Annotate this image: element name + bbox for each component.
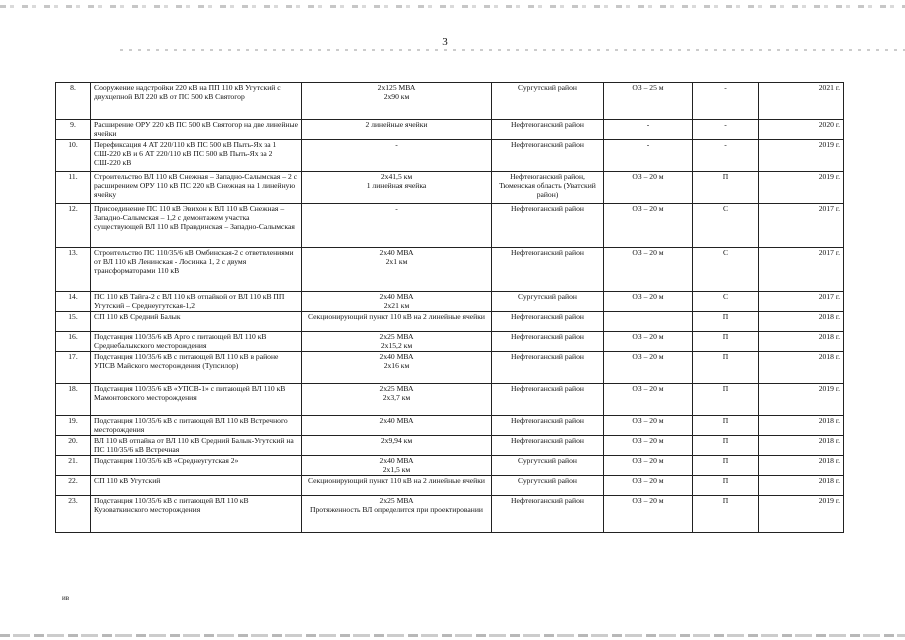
- table-row: [56, 312, 844, 332]
- row-number: 18.: [56, 384, 91, 416]
- object-year: 2018 г.: [759, 312, 844, 332]
- object-year: 2019 г.: [759, 140, 844, 172]
- protection-zone: -: [604, 140, 693, 172]
- object-status: С: [693, 292, 759, 312]
- object-name: Сооружение надстройки 220 кВ на ПП 110 кВ Угутский с двухцепной ВЛ 220 кВ от ПС 500 кВ Святогор: [91, 83, 302, 120]
- table-row: [56, 436, 844, 456]
- row-number: 9.: [56, 120, 91, 140]
- object-location: Нефтеюганский район: [492, 332, 604, 352]
- object-year: 2019 г.: [759, 496, 844, 533]
- row-number: 20.: [56, 436, 91, 456]
- table-row: [56, 352, 844, 384]
- row-number: 17.: [56, 352, 91, 384]
- protection-zone: [604, 312, 693, 332]
- object-name: Присоединение ПС 110 кВ Эвихон к ВЛ 110 кВ Снежная – Западно-Салымская – 1,2 с демонтажем участка существующей ВЛ 110 кВ Правдинская – Западно-Салымская: [91, 204, 302, 248]
- protection-zone: ОЗ – 20 м: [604, 172, 693, 204]
- object-name: Перефиксация 4 АТ 220/110 кВ ПС 500 кВ Пыть-Ях за 1 СШ-220 кВ и 6 АТ 220/110 кВ ПС 500 кВ Пыть-Ях за 2 СШ-220 кВ: [91, 140, 302, 172]
- object-year: 2018 г.: [759, 416, 844, 436]
- footer-mark: ив: [62, 594, 70, 602]
- object-params: 2х40 МВА 2х16 км: [302, 352, 492, 384]
- object-location: Нефтеюганский район: [492, 416, 604, 436]
- scan-edge-bottom: [0, 634, 905, 637]
- protection-zone: ОЗ – 20 м: [604, 384, 693, 416]
- row-number: 12.: [56, 204, 91, 248]
- row-number: 10.: [56, 140, 91, 172]
- protection-zone: ОЗ – 25 м: [604, 83, 693, 120]
- protection-zone: -: [604, 120, 693, 140]
- protection-zone: ОЗ – 20 м: [604, 352, 693, 384]
- object-params: 2 линейные ячейки: [302, 120, 492, 140]
- object-name: Подстанция 110/35/6 кВ Арго с питающей ВЛ 110 кВ Среднебалыкского месторождения: [91, 332, 302, 352]
- object-location: Сургутский район: [492, 456, 604, 476]
- object-params: 2х25 МВА 2х15,2 км: [302, 332, 492, 352]
- object-params: 2х40 МВА: [302, 416, 492, 436]
- object-location: Нефтеюганский район: [492, 140, 604, 172]
- object-name: СП 110 кВ Угутский: [91, 476, 302, 496]
- object-status: П: [693, 436, 759, 456]
- object-params: 2х41,5 км 1 линейная ячейка: [302, 172, 492, 204]
- row-number: 16.: [56, 332, 91, 352]
- object-params: -: [302, 140, 492, 172]
- row-number: 15.: [56, 312, 91, 332]
- object-params: -: [302, 204, 492, 248]
- object-status: -: [693, 120, 759, 140]
- object-year: 2018 г.: [759, 332, 844, 352]
- object-year: 2018 г.: [759, 352, 844, 384]
- object-name: Строительство ПС 110/35/6 кВ Омбинская-2 с ответвлениями от ВЛ 110 кВ Ленинская - Лосинка 1, 2 с двумя трансформаторами 110 кВ: [91, 248, 302, 292]
- protection-zone: ОЗ – 20 м: [604, 332, 693, 352]
- object-status: П: [693, 352, 759, 384]
- object-year: 2017 г.: [759, 204, 844, 248]
- object-name: ПС 110 кВ Тайга-2 с ВЛ 110 кВ отпайкой от ВЛ 110 кВ ПП Угутский – Среднеугутская-1,2: [91, 292, 302, 312]
- row-number: 19.: [56, 416, 91, 436]
- protection-zone: ОЗ – 20 м: [604, 496, 693, 533]
- row-number: 8.: [56, 83, 91, 120]
- object-year: 2018 г.: [759, 476, 844, 496]
- scan-edge-top: [0, 5, 905, 8]
- object-status: П: [693, 416, 759, 436]
- object-params: Секционирующий пункт 110 кВ на 2 линейные ячейки: [302, 312, 492, 332]
- object-params: 2х25 МВА 2х3,7 км: [302, 384, 492, 416]
- object-params: 2х125 МВА 2х90 км: [302, 83, 492, 120]
- object-status: -: [693, 140, 759, 172]
- object-name: Подстанция 110/35/6 кВ с питающей ВЛ 110 кВ Встречного месторождения: [91, 416, 302, 436]
- table-row: [56, 292, 844, 312]
- object-status: П: [693, 172, 759, 204]
- row-number: 13.: [56, 248, 91, 292]
- object-year: 2017 г.: [759, 292, 844, 312]
- protection-zone: ОЗ – 20 м: [604, 292, 693, 312]
- object-params: 2х40 МВА 2х1 км: [302, 248, 492, 292]
- object-name: Строительство ВЛ 110 кВ Снежная – Западно-Салымская – 2 с расширением ОРУ 110 кВ ПС 220 кВ Снежная на 1 линейную ячейку: [91, 172, 302, 204]
- object-location: Нефтеюганский район: [492, 496, 604, 533]
- table-row: [56, 248, 844, 292]
- object-year: 2020 г.: [759, 120, 844, 140]
- table-row: [56, 120, 844, 140]
- object-status: П: [693, 476, 759, 496]
- object-params: 2х25 МВА Протяженность ВЛ определится при проектировании: [302, 496, 492, 533]
- row-number: 23.: [56, 496, 91, 533]
- table-row: [56, 384, 844, 416]
- object-status: П: [693, 456, 759, 476]
- object-params: 2х9,94 км: [302, 436, 492, 456]
- object-year: 2018 г.: [759, 436, 844, 456]
- object-name: Подстанция 110/35/6 кВ с питающей ВЛ 110 кВ в районе УПСВ Майского месторождения (Тупсилор): [91, 352, 302, 384]
- object-status: С: [693, 204, 759, 248]
- object-status: С: [693, 248, 759, 292]
- table-row: [56, 496, 844, 533]
- object-location: Нефтеюганский район, Тюменская область (Уватский район): [492, 172, 604, 204]
- row-number: 21.: [56, 456, 91, 476]
- object-name: Подстанция 110/35/6 кВ «УПСВ-1» с питающей ВЛ 110 кВ Мамонтовского месторождения: [91, 384, 302, 416]
- protection-zone: ОЗ – 20 м: [604, 436, 693, 456]
- object-year: 2021 г.: [759, 83, 844, 120]
- table-row: [56, 476, 844, 496]
- object-status: П: [693, 332, 759, 352]
- table-row: [56, 456, 844, 476]
- protection-zone: ОЗ – 20 м: [604, 476, 693, 496]
- object-status: П: [693, 384, 759, 416]
- object-name: Расширение ОРУ 220 кВ ПС 500 кВ Святогор на две линейные ячейки: [91, 120, 302, 140]
- object-name: ВЛ 110 кВ отпайка от ВЛ 110 кВ Средний Балык-Угутский на ПС 110/35/6 кВ Встречная: [91, 436, 302, 456]
- object-status: -: [693, 83, 759, 120]
- object-location: Сургутский район: [492, 476, 604, 496]
- object-year: 2017 г.: [759, 248, 844, 292]
- object-location: Нефтеюганский район: [492, 248, 604, 292]
- object-status: П: [693, 312, 759, 332]
- object-location: Нефтеюганский район: [492, 384, 604, 416]
- object-year: 2018 г.: [759, 456, 844, 476]
- table-row: [56, 204, 844, 248]
- object-name: СП 110 кВ Средний Балык: [91, 312, 302, 332]
- table-row: [56, 332, 844, 352]
- object-location: Нефтеюганский район: [492, 120, 604, 140]
- row-number: 11.: [56, 172, 91, 204]
- protection-zone: ОЗ – 20 м: [604, 456, 693, 476]
- table-row: [56, 83, 844, 120]
- protection-zone: ОЗ – 20 м: [604, 416, 693, 436]
- object-location: Нефтеюганский район: [492, 312, 604, 332]
- object-params: 2х40 МВА 2х21 км: [302, 292, 492, 312]
- protection-zone: ОЗ – 20 м: [604, 204, 693, 248]
- object-name: Подстанция 110/35/6 кВ с питающей ВЛ 110 кВ Кузоваткинского месторождения: [91, 496, 302, 533]
- row-number: 22.: [56, 476, 91, 496]
- object-year: 2019 г.: [759, 172, 844, 204]
- protection-zone: ОЗ – 20 м: [604, 248, 693, 292]
- scan-edge-line: [120, 49, 905, 51]
- table-row: [56, 416, 844, 436]
- object-params: 2х40 МВА 2х1,5 км: [302, 456, 492, 476]
- object-location: Нефтеюганский район: [492, 204, 604, 248]
- object-location: Нефтеюганский район: [492, 352, 604, 384]
- table-row: [56, 172, 844, 204]
- object-params: Секционирующий пункт 110 кВ на 2 линейные ячейки: [302, 476, 492, 496]
- page-number: 3: [442, 36, 448, 48]
- objects-table: [55, 82, 844, 533]
- object-year: 2019 г.: [759, 384, 844, 416]
- object-location: Сургутский район: [492, 83, 604, 120]
- object-location: Нефтеюганский район: [492, 436, 604, 456]
- object-location: Сургутский район: [492, 292, 604, 312]
- table-row: [56, 140, 844, 172]
- row-number: 14.: [56, 292, 91, 312]
- object-name: Подстанция 110/35/6 кВ «Среднеугутская 2»: [91, 456, 302, 476]
- object-status: П: [693, 496, 759, 533]
